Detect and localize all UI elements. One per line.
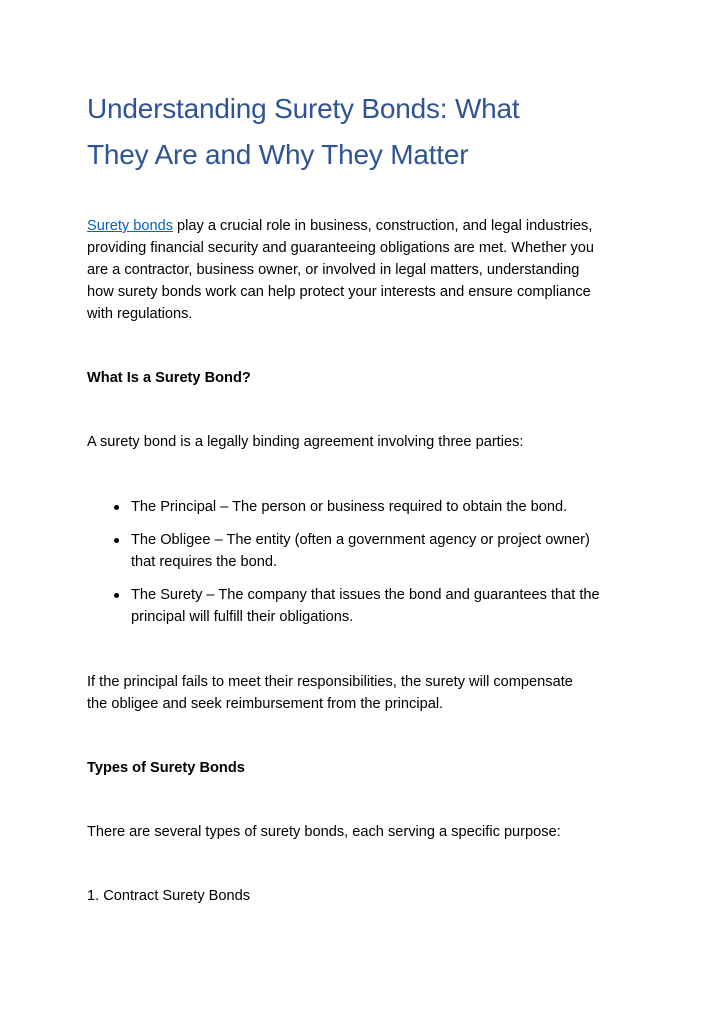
section-heading-what-is: What Is a Surety Bond? <box>87 370 251 386</box>
intro-line-1 <box>87 215 647 237</box>
bullet-icon <box>114 538 119 543</box>
page-title-line-1: Understanding Surety Bonds: What <box>87 93 520 124</box>
surety-bonds-link[interactable]: Surety bonds <box>87 218 173 234</box>
closing-line-1: If the principal fails to meet their responsibilities, the surety will compensate <box>87 674 573 690</box>
list-item-text: The Surety – The company that issues the bond and guarantees that the <box>131 587 600 603</box>
intro-line-4: how surety bonds work can help protect your interests and ensure compliance <box>87 284 591 300</box>
intro-paragraph <box>87 215 647 325</box>
intro-line-2: providing financial security and guaranteeing obligations are met. Whether you <box>87 240 595 256</box>
list-item-text: principal will fulfill their obligations. <box>131 609 354 625</box>
bullet-icon <box>114 593 119 598</box>
contract-surety-bonds-item: 1. Contract Surety Bonds <box>87 888 251 904</box>
intro-line-5: with regulations. <box>87 306 193 322</box>
page-title <box>87 86 520 178</box>
list-item-text: that requires the bond. <box>131 554 278 570</box>
intro-line-1-text: play a crucial role in business, construction, and legal industries, <box>173 218 593 234</box>
bullet-icon <box>114 505 119 510</box>
section2-lead: There are several types of surety bonds, each serving a specific purpose: <box>87 824 561 840</box>
section1-closing <box>87 671 647 715</box>
section1-lead: A surety bond is a legally binding agreement involving three parties: <box>87 434 524 450</box>
closing-line-2: the obligee and seek reimbursement from the principal. <box>87 696 444 712</box>
intro-line-3: are a contractor, business owner, or involved in legal matters, understanding <box>87 262 580 278</box>
list-item-text: The Principal – The person or business required to obtain the bond. <box>131 499 568 515</box>
list-item-text: The Obligee – The entity (often a government agency or project owner) <box>131 532 590 548</box>
section-heading-types: Types of Surety Bonds <box>87 760 245 776</box>
page-title-line-2: They Are and Why They Matter <box>87 139 469 170</box>
